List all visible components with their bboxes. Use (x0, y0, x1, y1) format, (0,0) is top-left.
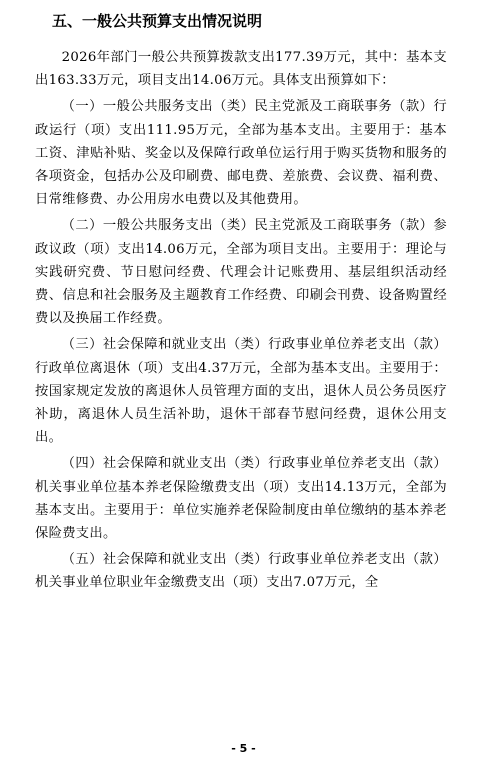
paragraph-item-4-pension-insurance: （四）社会保障和就业支出（类）行政事业单位养老支出（款）机关事业单位基本养老保险缴费支出（项）支出14.13万元，全部为基本支出。主要用于：单位实施养老保险制度由单位缴纳的基本养老保险费支出。 (35, 456, 447, 542)
paragraph-total-expenditure: 2026年部门一般公共预算拨款支出177.39万元，其中：基本支出163.33万元，项目支出14.06万元。具体支出预算如下： (35, 50, 447, 89)
section-heading: 五、一般公共预算支出情况说明 (52, 12, 263, 30)
paragraph-item-5-occupational-annuity: （五）社会保障和就业支出（类）行政事业单位养老支出（款）机关事业单位职业年金缴费支出（项）支出7.07万元，全 (35, 552, 447, 591)
paragraph-item-2-political-participation: （二）一般公共服务支出（类）民主党派及工商联事务（款）参政议政（项）支出14.06万元，全部为项目支出。主要用于：理论与实践研究费、节日慰问经费、代理会计记账费用、基层组织活动经费、信息和社会服务及主题教育工作经费、印刷会刊费、设备购置经费以及换届工作经费。 (35, 218, 447, 327)
page-number: - 5 - (231, 742, 256, 755)
paragraph-item-3-retirement: （三）社会保障和就业支出（类）行政事业单位养老支出（款）行政单位离退休（项）支出4.37万元，全部为基本支出。主要用于：按国家规定发放的离退休人员管理方面的支出，退休人员公务员医疗补助，离退休人员生活补助，退休干部春节慰问经费，退休公用支出。 (35, 337, 447, 446)
paragraph-item-1-administrative-operation: （一）一般公共服务支出（类）民主党派及工商联事务（款）行政运行（项）支出111.95万元，全部为基本支出。主要用于：基本工资、津贴补贴、奖金以及保障行政单位运行用于购买货物和服务的各项资金，包括办公及印刷费、邮电费、差旅费、会议费、福利费、日常维修费、办公用房水电费以及其他费用。 (35, 99, 447, 208)
body-text (35, 46, 447, 595)
